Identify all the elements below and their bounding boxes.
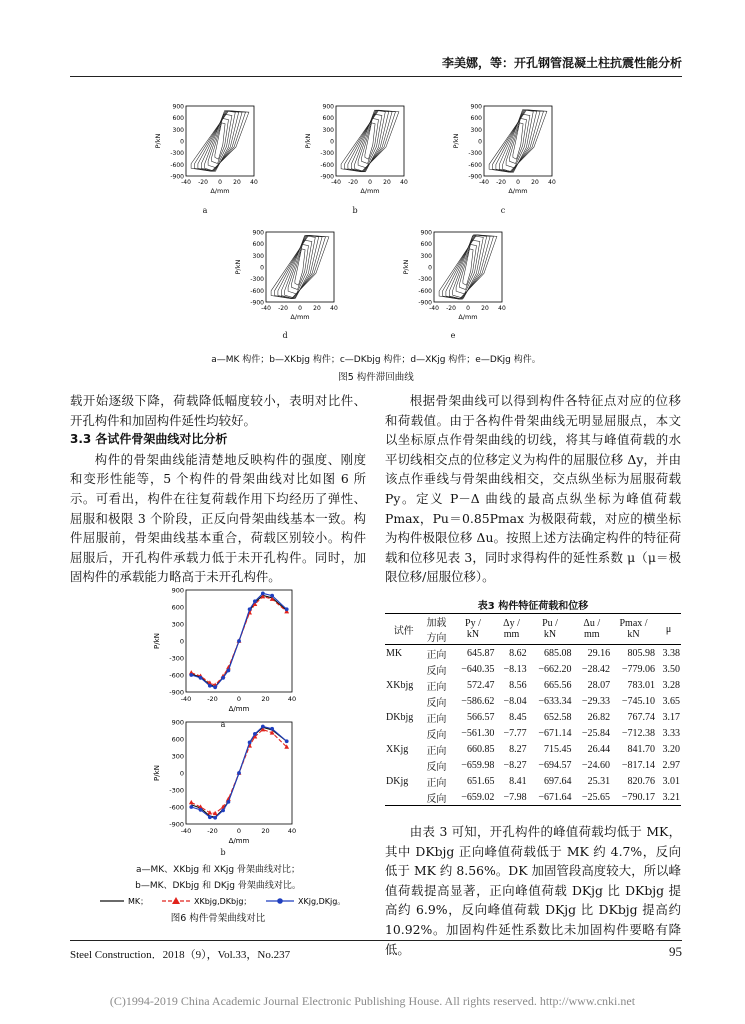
series-point bbox=[227, 669, 231, 673]
table-cell: −712.38 bbox=[621, 727, 655, 739]
fig6-note-1: a—MK、XKbjg 和 XKjg 骨架曲线对比； bbox=[135, 865, 301, 875]
y-tick-label: 0 bbox=[180, 138, 184, 146]
fig5-plot-a bbox=[150, 100, 260, 220]
hysteresis-loop bbox=[205, 111, 236, 172]
y-tick-label: -300 bbox=[169, 654, 184, 663]
table-cell: −659.98 bbox=[461, 759, 495, 771]
table-row bbox=[385, 677, 681, 693]
table-cell: −8.27 bbox=[503, 759, 527, 771]
table-cell: 3.20 bbox=[662, 743, 680, 755]
page-number: 95 bbox=[669, 944, 682, 959]
x-tick-label: 0 bbox=[466, 305, 470, 312]
x-tick-label: -40 bbox=[331, 179, 341, 186]
table-cell: 8.45 bbox=[509, 711, 527, 723]
series-point bbox=[285, 607, 289, 611]
fig6-legend-graphic bbox=[100, 894, 362, 908]
series-point bbox=[189, 805, 193, 809]
fig5-plot-c bbox=[448, 100, 558, 220]
table-cell: 3.01 bbox=[662, 775, 680, 787]
table-row bbox=[385, 661, 681, 677]
y-tick-label: 0 bbox=[260, 264, 264, 272]
fig6-note-2: b—MK、DKbjg 和 DKjg 骨架曲线对比。 bbox=[135, 881, 301, 891]
table-cell: 697.64 bbox=[544, 775, 572, 787]
fig5-legend: a—MK 构件；b—XKbjg 构件；c—DKbjg 构件；d—XKjg 构件；e—DKjg 构件。 bbox=[211, 355, 541, 365]
fig6-legend bbox=[100, 893, 362, 907]
table-cell: −7.77 bbox=[503, 727, 527, 739]
table-cell: 805.98 bbox=[627, 647, 655, 659]
x-tick-label: 20 bbox=[481, 305, 489, 312]
table-cell bbox=[385, 661, 422, 677]
fig5-plot-b bbox=[300, 100, 410, 220]
table-cell: DKbjg bbox=[386, 711, 414, 723]
th-pu: Pu / kN bbox=[542, 618, 558, 640]
table-cell: 26.44 bbox=[587, 743, 611, 755]
fig5-caption: 图5 构件滞回曲线 bbox=[338, 372, 414, 383]
fig5-sublabel-c: c bbox=[500, 206, 506, 215]
fig5-sublabel-b: b bbox=[352, 206, 358, 215]
fig5-plot-e bbox=[398, 226, 508, 346]
y-tick-label: -300 bbox=[418, 276, 432, 284]
series-point bbox=[270, 594, 274, 598]
y-tick-label: 900 bbox=[171, 586, 184, 595]
series-point bbox=[189, 800, 194, 804]
table-cell: 3.50 bbox=[662, 663, 680, 675]
fig6-caption: 图6 构件骨架曲线对比 bbox=[170, 913, 266, 924]
y-tick-label: -900 bbox=[169, 820, 184, 829]
table-cell: 651.65 bbox=[466, 775, 495, 787]
table-cell: 715.45 bbox=[544, 743, 572, 755]
table-cell: 3.65 bbox=[662, 695, 680, 707]
table-cell: −640.35 bbox=[461, 663, 495, 675]
table-cell: 25.31 bbox=[587, 775, 611, 787]
table-cell: −817.14 bbox=[621, 759, 655, 771]
y-tick-label: -900 bbox=[170, 173, 184, 181]
table-cell: −25.65 bbox=[581, 791, 611, 803]
right-column-lower bbox=[385, 822, 681, 959]
x-tick-label: 0 bbox=[236, 695, 242, 703]
series-point bbox=[253, 599, 257, 603]
series-point bbox=[189, 673, 193, 677]
table-cell: 3.21 bbox=[662, 791, 680, 803]
series-point bbox=[227, 800, 231, 804]
y-tick-label: 600 bbox=[171, 603, 184, 612]
table-cell: XKbjg bbox=[386, 679, 414, 691]
fig6-sublabel-b: b bbox=[220, 848, 226, 857]
x-tick-label: -20 bbox=[278, 305, 288, 312]
x-tick-label: -20 bbox=[446, 305, 456, 312]
series-point bbox=[261, 725, 265, 729]
series-point bbox=[199, 808, 203, 812]
y-tick-label: -600 bbox=[320, 161, 334, 169]
x-tick-label: -40 bbox=[180, 695, 192, 703]
x-axis-label: Δ/mm bbox=[228, 837, 250, 845]
th-du: Δu / mm bbox=[583, 618, 601, 640]
table-cell: −633.34 bbox=[538, 695, 572, 707]
fig6-plot-b bbox=[148, 716, 298, 852]
hysteresis-loop bbox=[285, 236, 316, 299]
y-axis-label: P/kN bbox=[153, 633, 161, 649]
legend-text-bjg: XKbjg,DKbjg； bbox=[194, 897, 252, 906]
table-cell: 767.74 bbox=[627, 711, 655, 723]
hysteresis-chart-a bbox=[150, 100, 260, 220]
y-tick-label: 300 bbox=[171, 752, 184, 761]
table-cell: 反向 bbox=[426, 729, 447, 741]
x-tick-label: 40 bbox=[330, 305, 338, 312]
series-point bbox=[237, 771, 241, 775]
hysteresis-chart-b bbox=[300, 100, 410, 220]
y-tick-label: 300 bbox=[252, 252, 264, 260]
th-direction: 加载 方向 bbox=[426, 618, 447, 644]
series-point bbox=[270, 727, 274, 731]
th-py: Py / kN bbox=[465, 618, 481, 640]
x-tick-label: 20 bbox=[383, 179, 391, 186]
y-axis-label: P/kN bbox=[452, 133, 460, 149]
y-tick-label: -900 bbox=[418, 299, 432, 307]
table-cell: −24.60 bbox=[581, 759, 611, 771]
table-cell: 645.87 bbox=[466, 647, 495, 659]
hysteresis-loop bbox=[503, 110, 534, 173]
table-cell bbox=[385, 693, 422, 709]
y-tick-label: 900 bbox=[322, 103, 334, 111]
y-tick-label: 0 bbox=[330, 138, 334, 146]
x-tick-label: -40 bbox=[429, 305, 439, 312]
table-cell: 8.27 bbox=[509, 743, 527, 755]
hysteresis-loop bbox=[355, 110, 386, 172]
x-tick-label: 0 bbox=[236, 827, 242, 835]
x-tick-label: -40 bbox=[180, 827, 192, 835]
table-cell: 正向 bbox=[426, 777, 447, 789]
y-tick-label: 0 bbox=[478, 138, 482, 146]
table-cell: 783.01 bbox=[627, 679, 655, 691]
table-cell bbox=[385, 789, 422, 805]
table-cell: 652.58 bbox=[544, 711, 572, 723]
x-tick-label: 20 bbox=[531, 179, 539, 186]
series-point bbox=[208, 815, 212, 819]
y-tick-label: 300 bbox=[172, 126, 184, 134]
table-cell: 反向 bbox=[426, 793, 447, 805]
table-cell: MK bbox=[386, 647, 403, 659]
y-tick-label: -300 bbox=[468, 150, 482, 158]
x-tick-label: -20 bbox=[207, 695, 218, 703]
series-point bbox=[199, 676, 203, 680]
y-axis-label: P/kN bbox=[153, 765, 161, 781]
table-cell: 正向 bbox=[426, 649, 447, 661]
x-tick-label: 20 bbox=[261, 827, 270, 835]
legend-text-jg: XKjg,DKjg。 bbox=[298, 897, 346, 906]
header-rule bbox=[70, 76, 682, 77]
right-para-2: 由表 3 可知，开孔构件的峰值荷载均低于 MK，其中 DKbjg 正向峰值荷载低于 MK 约 4.7%，反向低于 MK 约 8.56%。DK 加固管段高度较大，所以峰值荷载提高显著，正向峰值荷载 DKjg 比 DKbjg 提高约 6.9%，反向峰值荷载 DKjg 比 DKbjg 提高约 10.92%。加固构件延性系数比未加固构件要略有降低。 bbox=[385, 824, 681, 957]
series-point bbox=[261, 591, 265, 595]
table-cell: 8.41 bbox=[509, 775, 527, 787]
table-row bbox=[385, 773, 681, 789]
series-point bbox=[221, 676, 225, 680]
table-cell: 反向 bbox=[426, 761, 447, 773]
x-tick-label: 20 bbox=[233, 179, 241, 186]
y-tick-label: 600 bbox=[420, 241, 432, 249]
table-cell: 26.82 bbox=[587, 711, 611, 723]
x-tick-label: 40 bbox=[400, 179, 408, 186]
y-axis-label: P/kN bbox=[402, 259, 410, 275]
table-row bbox=[385, 741, 681, 757]
x-tick-label: 40 bbox=[548, 179, 556, 186]
x-tick-label: -40 bbox=[261, 305, 271, 312]
fig6-sublabel-a: a bbox=[220, 720, 226, 729]
copyright-line: (C)1994-2019 China Academic Journal Electronic Publishing House. All rights reserved. http://www.cnki.net bbox=[109, 994, 636, 1008]
hysteresis-chart-d bbox=[230, 226, 340, 346]
y-tick-label: 0 bbox=[179, 769, 184, 778]
table-cell bbox=[385, 725, 422, 741]
x-axis-label: Δ/mm bbox=[458, 313, 478, 321]
y-tick-label: -300 bbox=[320, 150, 334, 158]
y-tick-label: -600 bbox=[170, 161, 184, 169]
table-cell: −8.04 bbox=[503, 695, 527, 707]
table-cell: −694.57 bbox=[538, 759, 572, 771]
x-tick-label: 20 bbox=[261, 695, 270, 703]
section-heading-3-3: 3.3 各试件骨架曲线对比分析 bbox=[70, 432, 228, 447]
table-cell: −29.33 bbox=[581, 695, 611, 707]
table-cell: 3.38 bbox=[662, 647, 680, 659]
table-cell: −561.30 bbox=[461, 727, 495, 739]
x-tick-label: -40 bbox=[181, 179, 191, 186]
y-tick-label: 300 bbox=[470, 126, 482, 134]
y-axis-label: P/kN bbox=[154, 133, 162, 149]
x-tick-label: -20 bbox=[348, 179, 358, 186]
y-tick-label: -600 bbox=[418, 287, 432, 295]
table3 bbox=[385, 613, 681, 806]
x-axis-label: Δ/mm bbox=[210, 187, 230, 195]
th-mu: μ bbox=[665, 623, 672, 635]
table3-title: 表3 构件特征荷载和位移 bbox=[477, 601, 589, 612]
table-cell: 566.57 bbox=[466, 711, 495, 723]
table-cell: 8.62 bbox=[509, 647, 527, 659]
y-tick-label: -600 bbox=[169, 803, 184, 812]
table-cell: 正向 bbox=[426, 713, 447, 725]
table-cell: XKjg bbox=[386, 743, 409, 755]
y-tick-label: 600 bbox=[172, 115, 184, 123]
table-cell: −671.64 bbox=[538, 791, 572, 803]
legend-text-mk: MK； bbox=[128, 897, 149, 906]
table-cell: −25.84 bbox=[581, 727, 611, 739]
table-cell: 572.47 bbox=[466, 679, 495, 691]
table-row bbox=[385, 693, 681, 709]
x-axis-label: Δ/mm bbox=[508, 187, 528, 195]
x-axis-label: Δ/mm bbox=[228, 705, 250, 713]
y-tick-label: 600 bbox=[470, 115, 482, 123]
table-cell: 28.07 bbox=[587, 679, 611, 691]
table-cell: 820.76 bbox=[627, 775, 655, 787]
y-tick-label: -600 bbox=[169, 671, 184, 680]
series-point bbox=[248, 741, 252, 745]
y-tick-label: 900 bbox=[172, 103, 184, 111]
table-cell: 685.08 bbox=[544, 647, 572, 659]
y-tick-label: -300 bbox=[169, 786, 184, 795]
table-cell: −790.17 bbox=[621, 791, 655, 803]
series-point bbox=[285, 739, 289, 743]
hysteresis-chart-c bbox=[448, 100, 558, 220]
x-tick-label: 0 bbox=[516, 179, 520, 186]
table-cell: DKjg bbox=[386, 775, 409, 787]
x-tick-label: 0 bbox=[368, 179, 372, 186]
right-para-1: 根据骨架曲线可以得到构件各特征点对应的位移和荷载值。由于各构件骨架曲线无明显屈服点，本文以坐标原点作骨架曲线的切线，将其与峰值荷载的水平切线相交点的位移定义为构件的屈服位移 Δy，并由该点作垂线与骨架曲线相交，交点纵坐标为屈服荷载 Py。定义 P－Δ 曲线的最高点纵坐标为峰值荷载 Pmax，Pu＝0.85Pmax 为极限荷载，对应的横坐标为构件极限位移 Δu。按照上述方法确定构件的特征荷载和位移见表 3，同时求得构件的延性系数 μ（μ＝极限位移/屈服位移）。 bbox=[385, 393, 681, 585]
y-tick-label: 0 bbox=[179, 637, 184, 646]
y-tick-label: 900 bbox=[470, 103, 482, 111]
th-specimen: 试件 bbox=[393, 625, 414, 637]
table-row bbox=[385, 725, 681, 741]
y-tick-label: 600 bbox=[171, 735, 184, 744]
y-tick-label: -300 bbox=[170, 150, 184, 158]
legend-marker-bjg bbox=[172, 897, 180, 904]
y-tick-label: -600 bbox=[250, 287, 264, 295]
y-tick-label: 600 bbox=[252, 241, 264, 249]
table-cell: 正向 bbox=[426, 681, 447, 693]
table-cell: −8.13 bbox=[503, 663, 527, 675]
y-tick-label: 0 bbox=[428, 264, 432, 272]
y-tick-label: 300 bbox=[322, 126, 334, 134]
table-cell: 3.17 bbox=[662, 711, 680, 723]
x-tick-label: -40 bbox=[479, 179, 489, 186]
table-cell bbox=[385, 757, 422, 773]
table-cell: −779.06 bbox=[621, 663, 655, 675]
y-tick-label: -600 bbox=[468, 161, 482, 169]
table-cell: −7.98 bbox=[503, 791, 527, 803]
table-cell: 8.56 bbox=[509, 679, 527, 691]
x-tick-label: -20 bbox=[207, 827, 218, 835]
left-para-1: 载开始逐级下降，荷载降低幅度较小，表明对比件、开孔构件和加固构件延性均较好。 bbox=[70, 393, 366, 428]
table-row bbox=[385, 645, 681, 662]
x-axis-label: Δ/mm bbox=[360, 187, 380, 195]
y-tick-label: 900 bbox=[252, 229, 264, 237]
table3-header-row bbox=[385, 614, 681, 645]
series-point bbox=[253, 732, 257, 736]
table-cell: −586.62 bbox=[461, 695, 495, 707]
y-tick-label: 300 bbox=[420, 252, 432, 260]
footer-rule bbox=[70, 940, 682, 941]
fig5-sublabel-e: e bbox=[450, 331, 456, 340]
series-point bbox=[248, 607, 252, 611]
table3-grid bbox=[385, 614, 681, 805]
x-tick-label: 40 bbox=[287, 695, 297, 703]
running-title: 李美娜，等：开孔钢管混凝土柱抗震性能分析 bbox=[441, 56, 682, 70]
table-cell: −659.02 bbox=[461, 791, 495, 803]
left-column bbox=[70, 391, 366, 587]
skeleton-chart-b bbox=[148, 716, 298, 852]
table-cell: 29.16 bbox=[587, 647, 611, 659]
fig5-sublabel-d: d bbox=[282, 331, 288, 340]
table-cell: 反向 bbox=[426, 665, 447, 677]
y-tick-label: -900 bbox=[250, 299, 264, 307]
series-point bbox=[221, 809, 225, 813]
table-row bbox=[385, 709, 681, 725]
fig6-plot-a bbox=[148, 584, 298, 720]
table-row bbox=[385, 757, 681, 773]
y-tick-label: 900 bbox=[171, 718, 184, 727]
x-axis-label: Δ/mm bbox=[290, 313, 310, 321]
x-tick-label: -20 bbox=[496, 179, 506, 186]
x-tick-label: -20 bbox=[198, 179, 208, 186]
x-tick-label: 40 bbox=[250, 179, 258, 186]
table-cell: −28.42 bbox=[581, 663, 611, 675]
x-tick-label: 40 bbox=[498, 305, 506, 312]
left-para-2: 构件的骨架曲线能清楚地反映构件的强度、刚度和变形性能等，5 个构件的骨架曲线对比如图 6 所示。可看出，构件在往复荷载作用下均经历了弹性、屈服和极限 3 个阶段，正反向骨架曲线基本一致。构件屈服前，骨架曲线基本重合，荷载区别较小。构件屈服后，开孔构件承载力低于未开孔构件。同时，加固构件的承载能力略高于未开孔构件。 bbox=[70, 451, 366, 585]
th-dy: Δy / mm bbox=[503, 618, 520, 640]
table-cell: −671.14 bbox=[538, 727, 572, 739]
right-column bbox=[385, 391, 681, 587]
fig5-sublabel-a: a bbox=[202, 206, 208, 215]
y-tick-label: -900 bbox=[169, 688, 184, 697]
y-tick-label: 900 bbox=[420, 229, 432, 237]
series-point bbox=[208, 684, 212, 688]
fig5-plot-d bbox=[230, 226, 340, 346]
table-cell: 2.97 bbox=[662, 759, 680, 771]
table-cell: 841.70 bbox=[627, 743, 655, 755]
skeleton-chart-a bbox=[148, 584, 298, 720]
x-tick-label: 20 bbox=[313, 305, 321, 312]
series-point bbox=[213, 685, 217, 689]
hysteresis-chart-e bbox=[398, 226, 508, 346]
y-tick-label: -300 bbox=[250, 276, 264, 284]
table-row bbox=[385, 789, 681, 805]
y-axis-label: P/kN bbox=[304, 133, 312, 149]
table-cell: 665.56 bbox=[544, 679, 572, 691]
table3-body bbox=[385, 645, 681, 806]
table-cell: 660.85 bbox=[466, 743, 495, 755]
series-point bbox=[213, 816, 217, 820]
y-tick-label: 600 bbox=[322, 115, 334, 123]
legend-marker-jg bbox=[277, 898, 283, 904]
th-pmax: Pmax / kN bbox=[619, 618, 648, 640]
x-tick-label: 0 bbox=[298, 305, 302, 312]
y-axis-label: P/kN bbox=[234, 259, 242, 275]
table-cell: 3.28 bbox=[662, 679, 680, 691]
table-cell: −745.10 bbox=[621, 695, 655, 707]
y-tick-label: -900 bbox=[320, 173, 334, 181]
series-point bbox=[237, 639, 241, 643]
table-cell: 反向 bbox=[426, 697, 447, 709]
table-cell: −662.20 bbox=[538, 663, 572, 675]
table-cell: 3.33 bbox=[662, 727, 680, 739]
y-tick-label: 300 bbox=[171, 620, 184, 629]
x-tick-label: 0 bbox=[218, 179, 222, 186]
table-cell: 正向 bbox=[426, 745, 447, 757]
hysteresis-loop bbox=[453, 236, 484, 299]
journal-info: Steel Construction．2018（9），Vol.33，No.237 bbox=[70, 949, 291, 961]
y-tick-label: -900 bbox=[468, 173, 482, 181]
x-tick-label: 40 bbox=[287, 827, 297, 835]
